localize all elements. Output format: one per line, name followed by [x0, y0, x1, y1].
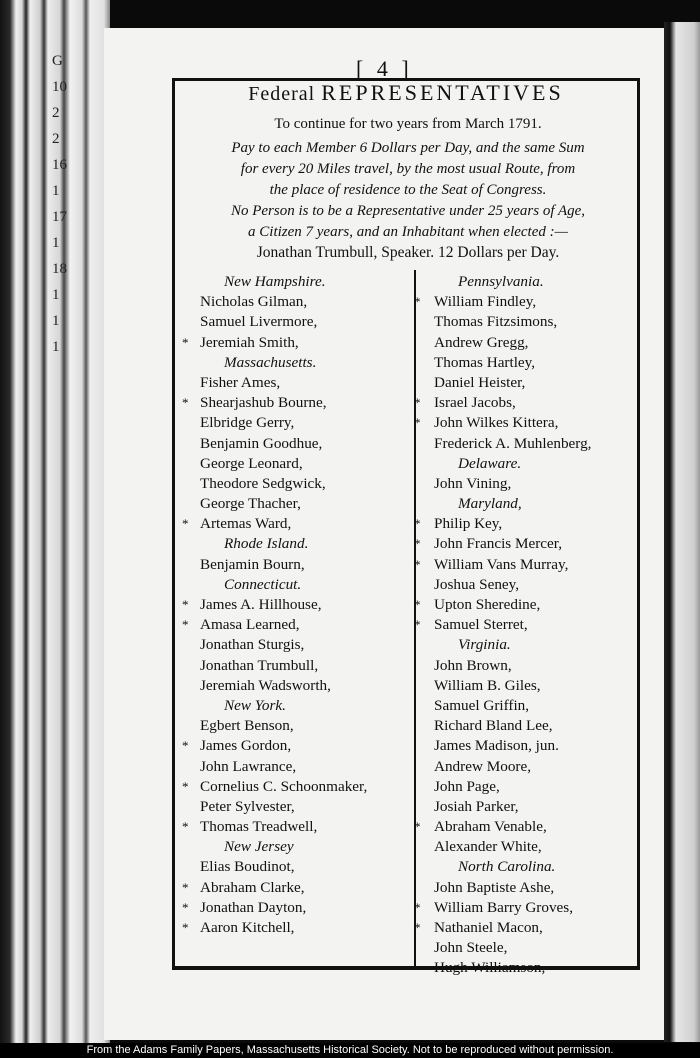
margin-mark: 17	[52, 209, 67, 225]
state-label: Massachusetts.	[224, 353, 317, 371]
member-name	[186, 474, 412, 494]
asterisk-mark: *	[182, 920, 189, 935]
member-name	[182, 878, 412, 898]
member-label: Nathaniel Macon,	[434, 919, 543, 936]
state-heading	[420, 635, 650, 655]
member-label: Elbridge Gerry,	[200, 414, 295, 432]
asterisk-mark: *	[414, 819, 421, 835]
asterisk-mark: *	[414, 617, 421, 633]
member-label: Theodore Sedgwick,	[200, 474, 326, 492]
title-word-representatives: REPRESENTATIVES	[321, 80, 564, 105]
member-label: William Vans Murray,	[434, 555, 569, 573]
member-name	[186, 716, 412, 736]
member-label: Nicholas Gilman,	[200, 293, 308, 311]
member-name	[186, 312, 412, 332]
state-heading	[420, 272, 650, 292]
member-label: John Wilkes Kittera,	[434, 414, 559, 432]
right-column	[414, 272, 650, 979]
member-label: John Lawrance,	[200, 757, 297, 775]
intro-line-1: To continue for two years from March 1791.	[274, 116, 542, 132]
member-label: Amasa Learned,	[200, 616, 300, 634]
member-name	[420, 474, 650, 494]
member-label: Peter Sylvester,	[200, 797, 295, 815]
intro-line-6: a Citizen 7 years, and an Inhabitant when elected :—	[248, 224, 568, 240]
asterisk-mark: *	[414, 556, 421, 572]
member-name	[186, 454, 412, 474]
member-label: Artemas Ward,	[200, 515, 292, 533]
member-label: Jeremiah Wadsworth,	[200, 676, 331, 694]
member-name	[420, 373, 650, 393]
member-name	[414, 514, 650, 534]
margin-mark: 16	[52, 157, 67, 173]
member-name	[414, 918, 650, 938]
state-heading	[186, 534, 412, 554]
member-name	[420, 757, 650, 777]
member-name	[186, 676, 412, 696]
asterisk-mark: *	[182, 617, 189, 633]
intro-line-2: Pay to each Member 6 Dollars per Day, and the same Sum	[231, 140, 585, 156]
member-name	[186, 434, 412, 454]
state-heading	[420, 494, 650, 514]
member-name	[420, 696, 650, 716]
member-name	[420, 434, 650, 454]
margin-mark: 1	[52, 235, 60, 251]
member-name	[420, 656, 650, 676]
state-label: New York.	[224, 696, 286, 714]
member-name	[182, 393, 412, 413]
copyright-footer: From the Adams Family Papers, Massachusetts Historical Society. Not to be reproduced without permission.	[0, 1043, 700, 1058]
member-label: John Page,	[434, 777, 500, 795]
member-name	[182, 333, 412, 353]
asterisk-mark: *	[182, 334, 189, 350]
member-label: John Baptiste Ashe,	[434, 878, 555, 896]
member-name	[182, 918, 412, 938]
member-label: Benjamin Bourn,	[200, 555, 305, 573]
state-label: Maryland,	[458, 495, 522, 513]
state-label: Virginia.	[458, 636, 511, 654]
margin-mark: 10	[52, 79, 67, 95]
member-name	[420, 353, 650, 373]
member-name	[182, 777, 412, 797]
member-name	[186, 857, 412, 877]
left-column	[182, 272, 412, 938]
member-name	[182, 595, 412, 615]
member-label: Israel Jacobs,	[434, 394, 516, 412]
state-heading	[420, 454, 650, 474]
state-label: New Jersey	[224, 838, 294, 856]
member-name	[186, 656, 412, 676]
margin-mark: 1	[52, 287, 60, 303]
member-label: Thomas Fitzsimons,	[434, 313, 558, 331]
state-heading	[420, 857, 650, 877]
member-label: George Leonard,	[200, 454, 303, 472]
asterisk-mark: *	[182, 597, 189, 612]
member-label: Andrew Gregg,	[434, 333, 529, 351]
member-name	[186, 494, 412, 514]
member-name	[420, 716, 650, 736]
member-label: William Barry Groves,	[434, 898, 573, 916]
state-label: Connecticut.	[224, 575, 302, 593]
asterisk-mark: *	[414, 294, 421, 310]
member-label: John Steele,	[434, 939, 508, 957]
page-number: [ 4 ]	[356, 56, 413, 81]
member-name	[420, 837, 650, 857]
asterisk-mark: *	[182, 899, 189, 915]
member-label: John Francis Mercer,	[434, 535, 563, 553]
member-name	[414, 292, 650, 312]
state-heading	[186, 272, 412, 292]
member-name	[420, 736, 650, 756]
member-label: Jonathan Trumbull,	[200, 656, 319, 674]
member-name	[420, 938, 650, 958]
member-name	[182, 817, 412, 837]
member-label: Samuel Livermore,	[200, 313, 318, 331]
state-heading	[186, 353, 412, 373]
member-name	[186, 373, 412, 393]
margin-mark: 1	[52, 339, 60, 355]
member-name	[186, 757, 412, 777]
member-name	[414, 817, 650, 837]
member-name	[182, 736, 412, 756]
member-name	[414, 898, 650, 918]
member-label: Benjamin Goodhue,	[200, 434, 323, 452]
state-label: Pennsylvania.	[458, 273, 544, 290]
member-label: James A. Hillhouse,	[200, 596, 322, 613]
member-name	[186, 555, 412, 575]
state-label: New Hampshire.	[224, 273, 326, 290]
state-heading	[186, 575, 412, 595]
member-name	[182, 514, 412, 534]
member-label: John Brown,	[434, 656, 512, 674]
asterisk-mark: *	[414, 920, 421, 935]
asterisk-mark: *	[182, 516, 189, 532]
margin-mark: G	[52, 53, 63, 69]
member-label: Philip Key,	[434, 515, 503, 533]
member-label: Elias Boudinot,	[200, 858, 295, 876]
member-name	[186, 292, 412, 312]
member-label: James Gordon,	[200, 737, 292, 755]
member-label: Frederick A. Muhlenberg,	[434, 434, 592, 452]
state-label: North Carolina.	[458, 858, 556, 876]
margin-handwriting	[52, 48, 80, 948]
member-label: Richard Bland Lee,	[434, 717, 553, 735]
page-title	[172, 80, 640, 106]
member-name	[420, 958, 650, 978]
member-label: Abraham Venable,	[434, 818, 547, 836]
intro-line-3: for every 20 Miles travel, by the most usual Route, from	[240, 161, 576, 177]
asterisk-mark: *	[182, 819, 189, 835]
asterisk-mark: *	[414, 597, 421, 612]
member-name	[182, 898, 412, 918]
member-name	[186, 635, 412, 655]
speaker-line: Jonathan Trumbull, Speaker. 12 Dollars per Day.	[256, 244, 560, 261]
member-label: Joshua Seney,	[434, 575, 520, 593]
member-label: Thomas Treadwell,	[200, 818, 318, 836]
intro-line-5: No Person is to be a Representative under 25 years of Age,	[230, 203, 586, 219]
member-label: Daniel Heister,	[434, 373, 526, 391]
member-label: Jonathan Dayton,	[200, 898, 307, 916]
member-name	[414, 534, 650, 554]
asterisk-mark: *	[182, 778, 189, 794]
member-name	[414, 615, 650, 635]
margin-mark: 1	[52, 183, 60, 199]
state-label: Rhode Island.	[224, 535, 309, 553]
state-heading	[186, 696, 412, 716]
member-name	[414, 413, 650, 433]
member-label: Upton Sheredine,	[434, 596, 541, 613]
member-label: Samuel Griffin,	[434, 696, 530, 714]
member-label: William B. Giles,	[434, 676, 541, 694]
member-label: George Thacher,	[200, 495, 301, 513]
asterisk-mark: *	[182, 395, 189, 411]
state-label: Delaware.	[458, 454, 522, 472]
member-label: Alexander White,	[434, 838, 542, 856]
asterisk-mark: *	[414, 516, 421, 532]
member-label: Cornelius C. Schoonmaker,	[200, 777, 368, 795]
member-label: Shearjashub Bourne,	[200, 394, 327, 412]
member-name	[420, 797, 650, 817]
member-name	[420, 676, 650, 696]
member-label: Samuel Sterret,	[434, 616, 528, 634]
member-label: Andrew Moore,	[434, 757, 532, 775]
member-name	[420, 878, 650, 898]
member-label: Jeremiah Smith,	[200, 333, 299, 351]
member-label: Abraham Clarke,	[200, 878, 305, 896]
member-name	[414, 393, 650, 413]
member-label: Thomas Hartley,	[434, 353, 536, 371]
member-label: Hugh Williamson,	[434, 959, 546, 977]
member-label: John Vining,	[434, 474, 512, 492]
member-name	[420, 312, 650, 332]
asterisk-mark: *	[414, 899, 421, 915]
member-name	[420, 333, 650, 353]
page-edge	[664, 22, 700, 1042]
intro-line-4: the place of residence to the Seat of Congress.	[269, 182, 547, 198]
title-word-federal: Federal	[248, 83, 316, 105]
member-label: Aaron Kitchell,	[200, 919, 295, 936]
member-name	[414, 555, 650, 575]
asterisk-mark: *	[414, 395, 421, 411]
state-heading	[186, 837, 412, 857]
asterisk-mark: *	[414, 415, 421, 431]
margin-mark: 18	[52, 261, 67, 277]
member-name	[414, 595, 650, 615]
member-name	[186, 413, 412, 433]
member-name	[186, 797, 412, 817]
member-label: Josiah Parker,	[434, 797, 519, 815]
member-label: William Findley,	[434, 293, 537, 311]
member-name	[420, 777, 650, 797]
asterisk-mark: *	[182, 738, 189, 754]
member-label: Egbert Benson,	[200, 717, 294, 735]
asterisk-mark: *	[182, 879, 189, 895]
asterisk-mark: *	[414, 536, 421, 552]
member-label: Jonathan Sturgis,	[200, 636, 305, 654]
margin-mark: 2	[52, 131, 60, 147]
margin-mark: 2	[52, 105, 60, 121]
member-label: James Madison, jun.	[434, 737, 559, 755]
member-name	[182, 615, 412, 635]
member-name	[420, 575, 650, 595]
member-label: Fisher Ames,	[200, 373, 281, 391]
margin-mark: 1	[52, 313, 60, 329]
